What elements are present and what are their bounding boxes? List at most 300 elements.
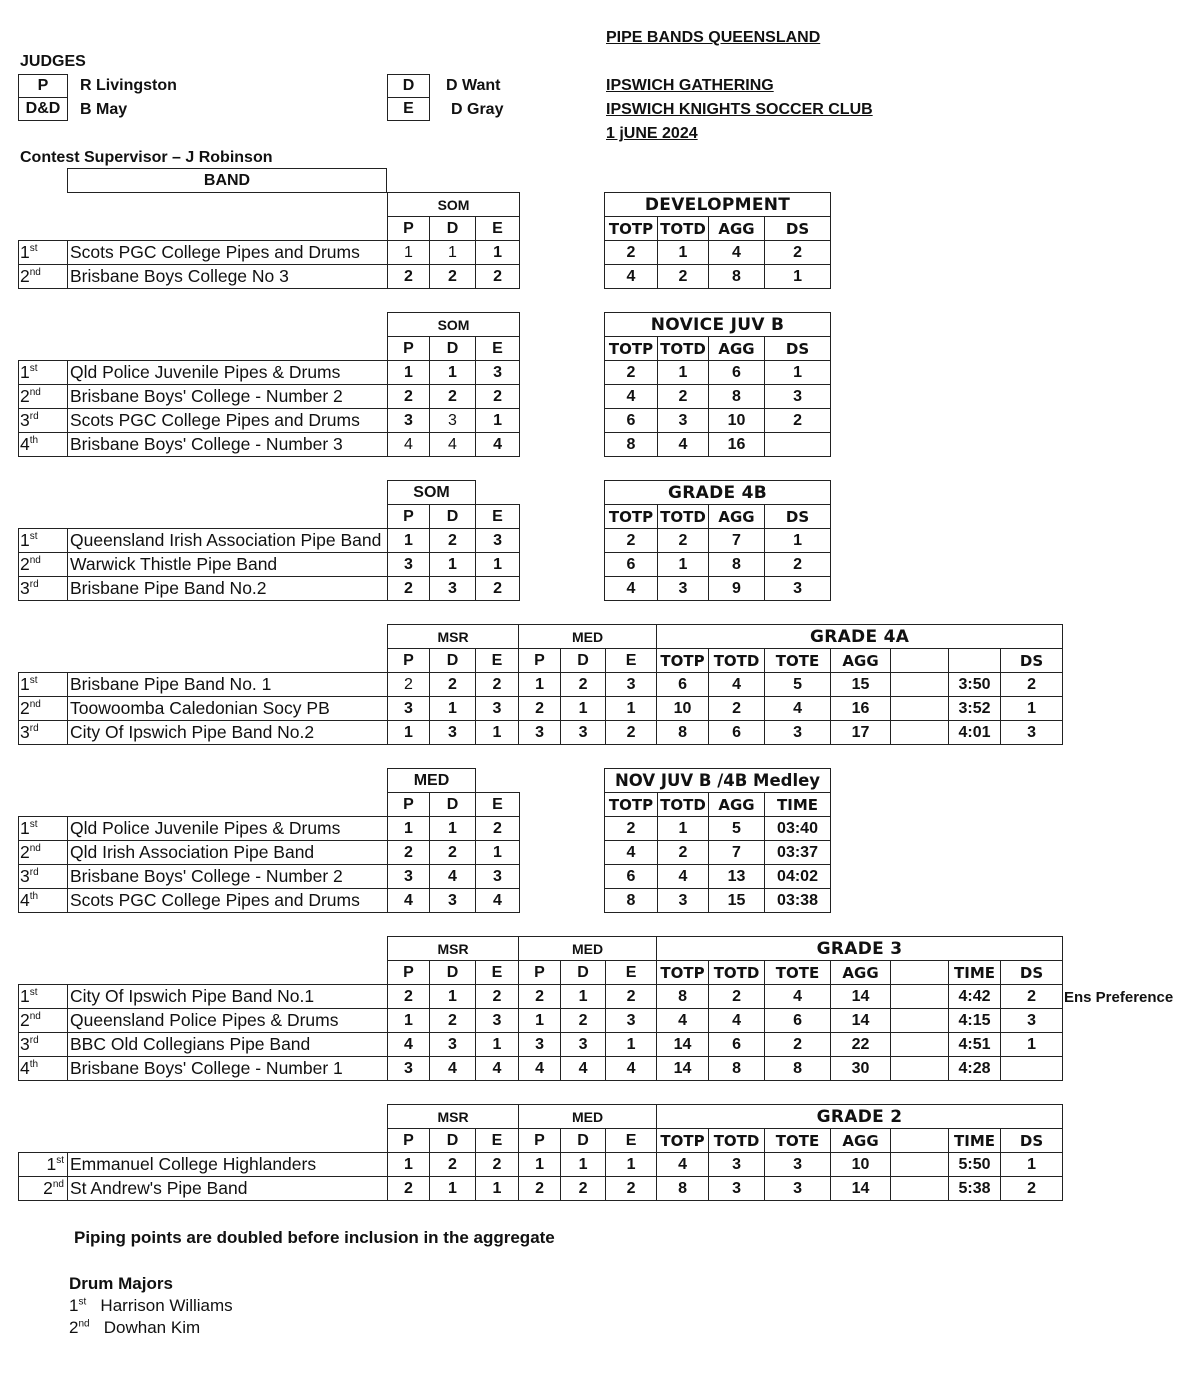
place: 1st (19, 985, 68, 1009)
place: 2nd (19, 1009, 68, 1033)
msr-e: 2 (476, 985, 519, 1009)
col-e: E (476, 505, 520, 529)
score-p: 2 (388, 577, 430, 601)
msr-p: 4 (388, 1033, 430, 1057)
agg: 7 (709, 841, 765, 865)
totd: 4 (709, 673, 765, 697)
msr-d: 1 (430, 985, 476, 1009)
score-p: 2 (388, 385, 430, 409)
medley-scores-table (18, 768, 520, 913)
col-e: E (606, 649, 657, 673)
msr-p: 2 (388, 1177, 430, 1201)
place: 3rd (19, 1033, 68, 1057)
col-p: P (388, 337, 430, 361)
med-e: 3 (606, 1009, 657, 1033)
msr-d: 3 (430, 721, 476, 745)
score-e: 1 (476, 409, 520, 433)
ds: 2 (1001, 1177, 1063, 1201)
table-row (19, 697, 1063, 721)
blank (891, 721, 949, 745)
col-blank (891, 1129, 949, 1153)
totd: 2 (658, 265, 709, 289)
col-totp: TOTP (657, 649, 709, 673)
judge-role: P (19, 75, 68, 98)
msr-e: 2 (476, 673, 519, 697)
col-ds: DS (1001, 961, 1063, 985)
table-row (19, 1009, 1063, 1033)
event-header: SOM (388, 193, 520, 217)
band-name: St Andrew's Pipe Band (68, 1177, 388, 1201)
totd: 4 (658, 865, 709, 889)
table-row (19, 1033, 1063, 1057)
totp: 4 (605, 841, 658, 865)
judge-name: B May (80, 101, 128, 118)
grade2-table (18, 1104, 1063, 1201)
col-p: P (388, 217, 430, 241)
table-row (605, 409, 831, 433)
totp: 10 (657, 697, 709, 721)
tote: 2 (765, 1033, 831, 1057)
table-row (19, 361, 520, 385)
time: 04:02 (765, 865, 831, 889)
grade3-table (18, 936, 1063, 1081)
med-p: 1 (519, 1009, 561, 1033)
totd: 1 (658, 553, 709, 577)
totp: 4 (605, 577, 658, 601)
col-d: D (430, 649, 476, 673)
score-p: 1 (388, 241, 430, 265)
medley-results-table (604, 768, 831, 913)
totd: 3 (658, 577, 709, 601)
band-name: Qld Police Juvenile Pipes & Drums (68, 361, 388, 385)
judge-name: R Livingston (80, 77, 177, 94)
col-d: D (561, 649, 606, 673)
col-e: E (606, 961, 657, 985)
totp: 2 (605, 529, 658, 553)
table-row (19, 385, 520, 409)
event-header-msr: MSR (388, 1105, 519, 1129)
totd: 3 (709, 1177, 765, 1201)
score-p: 2 (388, 841, 430, 865)
blank (891, 697, 949, 721)
place: 2nd (19, 841, 68, 865)
col-ds: DS (1001, 649, 1063, 673)
agg: 15 (709, 889, 765, 913)
time: 03:37 (765, 841, 831, 865)
band-name: Toowoomba Caledonian Socy PB (68, 697, 388, 721)
msr-p: 3 (388, 1057, 430, 1081)
col-d: D (430, 961, 476, 985)
venue-title: IPSWICH KNIGHTS SOCCER CLUB (606, 101, 873, 118)
col-d: D (561, 1129, 606, 1153)
agg: 30 (831, 1057, 891, 1081)
score-d: 2 (430, 841, 476, 865)
blank (891, 1009, 949, 1033)
judge-role: D (388, 75, 430, 98)
totd: 1 (658, 361, 709, 385)
score-p: 1 (388, 817, 430, 841)
table-row (605, 529, 831, 553)
ds: 3 (1001, 1009, 1063, 1033)
contest-supervisor: Contest Supervisor – J Robinson (20, 149, 273, 166)
col-d: D (430, 793, 476, 817)
totp: 8 (657, 985, 709, 1009)
score-e: 3 (476, 361, 520, 385)
col-totp: TOTP (657, 961, 709, 985)
score-e: 3 (476, 865, 520, 889)
score-p: 1 (388, 529, 430, 553)
totd: 8 (709, 1057, 765, 1081)
msr-e: 1 (476, 721, 519, 745)
agg: 9 (709, 577, 765, 601)
med-p: 2 (519, 697, 561, 721)
event-date: 1 jUNE 2024 (606, 125, 698, 142)
agg: 15 (831, 673, 891, 697)
col-agg: AGG (831, 649, 891, 673)
totd: 2 (709, 985, 765, 1009)
col-e: E (476, 793, 520, 817)
blank (891, 1033, 949, 1057)
time: 4:01 (949, 721, 1001, 745)
totp: 14 (657, 1033, 709, 1057)
ds: 1 (1001, 1153, 1063, 1177)
totp: 8 (605, 433, 658, 457)
score-d: 2 (430, 265, 476, 289)
table-row (19, 433, 520, 457)
totd: 6 (709, 721, 765, 745)
col-agg: AGG (709, 505, 765, 529)
score-p: 3 (388, 553, 430, 577)
ds: 1 (765, 529, 831, 553)
ds: 2 (765, 553, 831, 577)
event-header-med: MED (519, 1105, 657, 1129)
blank (891, 673, 949, 697)
med-p: 1 (519, 1153, 561, 1177)
band-name: Scots PGC College Pipes and Drums (68, 889, 388, 913)
msr-p: 2 (388, 985, 430, 1009)
agg: 22 (831, 1033, 891, 1057)
totp: 4 (605, 265, 658, 289)
place: 4th (19, 433, 68, 457)
time: 03:40 (765, 817, 831, 841)
agg: 8 (709, 553, 765, 577)
score-d: 1 (430, 241, 476, 265)
totd: 3 (658, 409, 709, 433)
med-d: 2 (561, 1009, 606, 1033)
col-p: P (519, 1129, 561, 1153)
agg: 13 (709, 865, 765, 889)
col-p: P (388, 961, 430, 985)
score-d: 2 (430, 529, 476, 553)
msr-p: 1 (388, 1009, 430, 1033)
drum-major-name: Dowhan Kim (103, 1318, 201, 1337)
judges-box-left (18, 74, 68, 121)
aggregate-note: Piping points are doubled before inclusion in the aggregate (74, 1228, 555, 1247)
totp: 6 (657, 673, 709, 697)
col-totp: TOTP (605, 217, 658, 241)
msr-e: 3 (476, 697, 519, 721)
time: 5:38 (949, 1177, 1001, 1201)
med-d: 2 (561, 1177, 606, 1201)
table-row (19, 409, 520, 433)
grade4b-scores-table (18, 480, 520, 601)
time: 4:15 (949, 1009, 1001, 1033)
ds: 1 (1001, 1033, 1063, 1057)
ds (1001, 1057, 1063, 1081)
table-row (19, 1153, 1063, 1177)
totp: 8 (657, 1177, 709, 1201)
totd: 1 (658, 241, 709, 265)
ds: 1 (765, 265, 831, 289)
table-row (605, 841, 831, 865)
msr-e: 4 (476, 1057, 519, 1081)
col-p: P (388, 1129, 430, 1153)
table-row (19, 985, 1063, 1009)
development-scores-table (18, 192, 520, 289)
med-e: 2 (606, 1177, 657, 1201)
novice-results-table (604, 312, 831, 457)
col-totp: TOTP (605, 505, 658, 529)
drum-major-item: 2nd Dowhan Kim (69, 1318, 201, 1337)
band-name: Qld Irish Association Pipe Band (68, 841, 388, 865)
col-totd: TOTD (709, 961, 765, 985)
msr-d: 2 (430, 673, 476, 697)
event-header-msr: MSR (388, 937, 519, 961)
totd: 3 (658, 889, 709, 913)
contest-title: NOV JUV B /4B Medley (605, 769, 831, 793)
time: 5:50 (949, 1153, 1001, 1177)
msr-p: 1 (388, 1153, 430, 1177)
event-header-med: MED (519, 937, 657, 961)
col-e: E (476, 1129, 519, 1153)
table-row (19, 553, 520, 577)
agg: 14 (831, 1009, 891, 1033)
med-e: 1 (606, 1153, 657, 1177)
ds: 2 (1001, 985, 1063, 1009)
col-p: P (388, 505, 430, 529)
totp: 8 (657, 721, 709, 745)
band-name: City Of Ipswich Pipe Band No.2 (68, 721, 388, 745)
agg: 8 (709, 265, 765, 289)
col-d: D (430, 217, 476, 241)
band-name: Brisbane Boys' College - Number 2 (68, 865, 388, 889)
blank (891, 1177, 949, 1201)
msr-d: 1 (430, 1177, 476, 1201)
table-row (605, 433, 831, 457)
agg: 6 (709, 361, 765, 385)
med-e: 4 (606, 1057, 657, 1081)
place: 1st (19, 673, 68, 697)
col-d: D (430, 337, 476, 361)
totd: 2 (709, 697, 765, 721)
event-header-med: MED (519, 625, 657, 649)
agg: 10 (831, 1153, 891, 1177)
med-d: 2 (561, 673, 606, 697)
agg: 8 (709, 385, 765, 409)
contest-title: GRADE 2 (657, 1105, 1063, 1129)
place: 1st (19, 817, 68, 841)
place: 2nd (19, 553, 68, 577)
agg: 4 (709, 241, 765, 265)
score-p: 3 (388, 865, 430, 889)
med-p: 3 (519, 1033, 561, 1057)
time: 03:38 (765, 889, 831, 913)
msr-e: 1 (476, 1177, 519, 1201)
event-header: SOM (388, 481, 476, 505)
col-e: E (606, 1129, 657, 1153)
agg: 7 (709, 529, 765, 553)
totp: 8 (605, 889, 658, 913)
event-header: SOM (388, 313, 520, 337)
tote: 6 (765, 1009, 831, 1033)
table-row (19, 529, 520, 553)
score-e: 4 (476, 889, 520, 913)
score-d: 2 (430, 385, 476, 409)
ds: 3 (765, 577, 831, 601)
totp: 4 (605, 385, 658, 409)
score-p: 4 (388, 889, 430, 913)
col-totd: TOTD (658, 217, 709, 241)
contest-title: NOVICE JUV B (605, 313, 831, 337)
place: 1st (19, 361, 68, 385)
agg: 14 (831, 985, 891, 1009)
table-row (19, 577, 520, 601)
table-row (605, 385, 831, 409)
band-name: Queensland Police Pipes & Drums (68, 1009, 388, 1033)
grade4a-table (18, 624, 1063, 745)
tote: 8 (765, 1057, 831, 1081)
place: 2nd (19, 697, 68, 721)
totd: 3 (709, 1153, 765, 1177)
totp: 2 (605, 361, 658, 385)
col-e: E (476, 337, 520, 361)
totp: 4 (657, 1009, 709, 1033)
med-e: 2 (606, 985, 657, 1009)
blank (891, 1057, 949, 1081)
blank (891, 985, 949, 1009)
col-tote: TOTE (765, 961, 831, 985)
org-title: PIPE BANDS QUEENSLAND (606, 29, 821, 46)
place: 1st (19, 529, 68, 553)
place: 2nd (19, 385, 68, 409)
table-row (19, 241, 520, 265)
band-name: Scots PGC College Pipes and Drums (68, 241, 388, 265)
agg: 10 (709, 409, 765, 433)
med-d: 1 (561, 985, 606, 1009)
totd: 2 (658, 529, 709, 553)
table-row (605, 817, 831, 841)
totp: 6 (605, 553, 658, 577)
table-row (19, 841, 520, 865)
contest-title: GRADE 4A (657, 625, 1063, 649)
band-name: Brisbane Boys College No 3 (68, 265, 388, 289)
table-row (605, 241, 831, 265)
table-row (605, 361, 831, 385)
band-name: Brisbane Pipe Band No. 1 (68, 673, 388, 697)
col-time-blank (949, 649, 1001, 673)
totd: 4 (658, 433, 709, 457)
table-row (19, 865, 520, 889)
band-name: Qld Police Juvenile Pipes & Drums (68, 817, 388, 841)
tote: 5 (765, 673, 831, 697)
score-e: 2 (476, 385, 520, 409)
med-d: 1 (561, 1153, 606, 1177)
judge-name: D Gray (451, 101, 504, 118)
ds: 2 (765, 241, 831, 265)
tote: 4 (765, 697, 831, 721)
place: 4th (19, 889, 68, 913)
score-e: 2 (476, 577, 520, 601)
table-row (19, 889, 520, 913)
med-p: 4 (519, 1057, 561, 1081)
col-time: TIME (765, 793, 831, 817)
col-e: E (476, 961, 519, 985)
band-name: Queensland Irish Association Pipe Band (68, 529, 388, 553)
totp: 2 (605, 241, 658, 265)
score-e: 1 (476, 841, 520, 865)
totp: 14 (657, 1057, 709, 1081)
place: 2nd (19, 265, 68, 289)
totd: 2 (658, 841, 709, 865)
msr-d: 2 (430, 1153, 476, 1177)
agg: 14 (831, 1177, 891, 1201)
tote: 4 (765, 985, 831, 1009)
col-p: P (388, 649, 430, 673)
time: 3:50 (949, 673, 1001, 697)
ds: 1 (765, 361, 831, 385)
score-e: 2 (476, 817, 520, 841)
msr-d: 2 (430, 1009, 476, 1033)
col-agg: AGG (709, 217, 765, 241)
table-row (19, 265, 520, 289)
development-results-table (604, 192, 831, 289)
score-d: 1 (430, 553, 476, 577)
blank (891, 1153, 949, 1177)
time: 4:51 (949, 1033, 1001, 1057)
time: 4:28 (949, 1057, 1001, 1081)
msr-d: 4 (430, 1057, 476, 1081)
band-name: Brisbane Boys' College - Number 1 (68, 1057, 388, 1081)
table-row (19, 817, 520, 841)
score-d: 1 (430, 817, 476, 841)
col-blank (891, 961, 949, 985)
agg: 17 (831, 721, 891, 745)
time: 3:52 (949, 697, 1001, 721)
msr-e: 3 (476, 1009, 519, 1033)
col-totp: TOTP (605, 793, 658, 817)
med-p: 3 (519, 721, 561, 745)
score-p: 1 (388, 361, 430, 385)
contest-title: GRADE 4B (605, 481, 831, 505)
col-ds: DS (765, 337, 831, 361)
msr-e: 2 (476, 1153, 519, 1177)
col-ds: DS (765, 505, 831, 529)
totp: 6 (605, 409, 658, 433)
band-header: BAND (68, 169, 387, 193)
totp: 4 (657, 1153, 709, 1177)
col-totd: TOTD (658, 505, 709, 529)
score-d: 1 (430, 361, 476, 385)
col-totd: TOTD (709, 649, 765, 673)
table-row (19, 1057, 1063, 1081)
band-name: Brisbane Boys' College - Number 2 (68, 385, 388, 409)
score-d: 3 (430, 409, 476, 433)
col-totd: TOTD (658, 337, 709, 361)
col-time: TIME (949, 961, 1001, 985)
place: 3rd (19, 409, 68, 433)
col-e: E (476, 217, 520, 241)
msr-d: 3 (430, 1033, 476, 1057)
